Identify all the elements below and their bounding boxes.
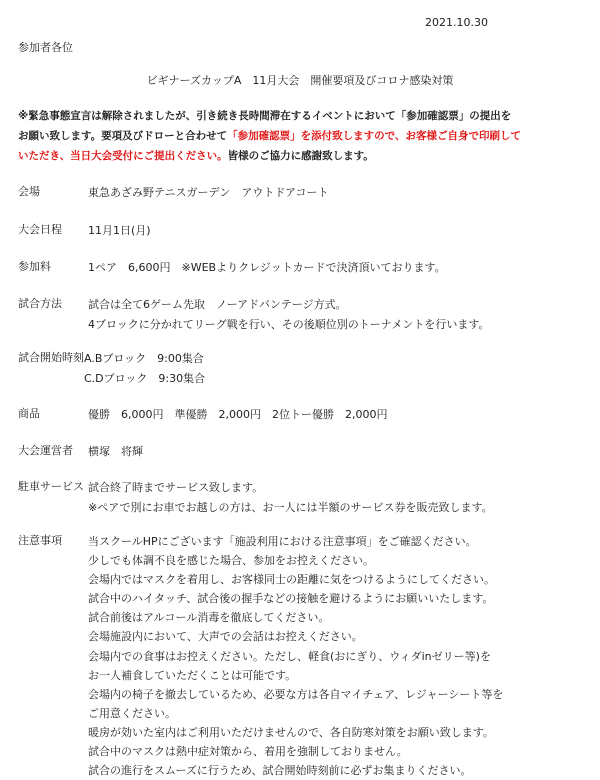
section-value: 1ペア 6,600円 ※WEBよりクレジットカードで決済頂いております。 bbox=[88, 261, 446, 274]
note-item: 会場内の椅子を撤去しているため、必要な方は各自マイチェア、レジャーシート等を bbox=[88, 687, 504, 701]
section-label: 会場 bbox=[18, 185, 40, 198]
notice-highlight: いただき、当日大会受付にご提出ください。 bbox=[18, 150, 228, 162]
section-line: 試合終了時までサービス致します。 bbox=[88, 481, 264, 494]
section-line: A.Bブロック 9:00集合 bbox=[84, 352, 204, 365]
section-value: 11月1日(月) bbox=[88, 224, 151, 237]
emergency-notice bbox=[18, 106, 588, 166]
note-item: ご用意ください。 bbox=[88, 706, 176, 720]
note-item: 試合中のマスクは熱中症対策から、着用を強制しておりません。 bbox=[88, 745, 408, 759]
note-item: お一人補食していただくことは可能です。 bbox=[88, 668, 297, 682]
notice-line-2 bbox=[18, 126, 588, 146]
section-label: 試合方法 bbox=[18, 297, 62, 310]
section-line: C.Dブロック 9:30集合 bbox=[84, 372, 206, 385]
notice-line-3 bbox=[18, 146, 588, 166]
note-item: 当スクールHPにございます「施設利用における注意事項」をご確認ください。 bbox=[88, 535, 477, 548]
note-item: 試合中のハイタッチ、試合後の握手などの接触を避けるようにお願いいたします。 bbox=[88, 592, 494, 606]
section-line: ※ペアで別にお車でお越しの方は、お一人には半額のサービス券を販売致します。 bbox=[88, 501, 493, 514]
section-label: 大会運営者 bbox=[18, 444, 73, 457]
section-value: 優勝 6,000円 準優勝 2,000円 2位トー優勝 2,000円 bbox=[88, 408, 388, 421]
document-title: ビギナーズカップA 11月大会 開催要項及びコロナ感染対策 bbox=[146, 74, 454, 87]
note-item: 少しでも体調不良を感じた場合、参加をお控えください。 bbox=[88, 554, 374, 568]
notice-line-1: ※緊急事態宣言は解除されましたが、引き続き長時間滞在するイベントにおいて「参加確認票」の提出を bbox=[18, 110, 512, 122]
notice-text: お願い致します。要項及びドローと合わせて bbox=[18, 130, 228, 142]
addressee: 参加者各位 bbox=[18, 41, 73, 54]
section-label: 駐車サービス bbox=[18, 480, 84, 493]
section-line: 試合は全て6ゲーム先取 ノーアドバンテージ方式。 bbox=[88, 298, 347, 311]
notice-highlight: 「参加確認票」を添付致しますので、お客様ご自身で印刷して bbox=[227, 130, 521, 142]
note-item: 暖房が効いた室内はご利用いただけませんので、各自防寒対策をお願い致します。 bbox=[88, 725, 494, 739]
section-value: 東急あざみ野テニスガーデン アウトドアコート bbox=[88, 186, 329, 199]
section-value bbox=[88, 532, 503, 780]
note-item: 試合前後はアルコール消毒を徹底してください。 bbox=[88, 611, 330, 625]
note-item: 会場施設内において、大声での会話はお控えください。 bbox=[88, 630, 363, 644]
note-item: 試合の進行をスムーズに行うため、試合開始時刻前に必ずお集まりください。 bbox=[88, 764, 472, 778]
section-label: 試合開始時刻 bbox=[18, 351, 84, 364]
note-item: 会場内ではマスクを着用し、お客様同士の距離に気をつけるようにしてください。 bbox=[88, 573, 495, 587]
section-label: 商品 bbox=[18, 407, 40, 420]
section-value bbox=[88, 295, 489, 335]
document-date: 2021.10.30 bbox=[425, 16, 488, 29]
note-item: 会場内での食事はお控えください。ただし、軽食(おにぎり、ウィダinゼリー等)を bbox=[88, 649, 491, 663]
section-value: 横塚 将輝 bbox=[88, 445, 143, 458]
section-label: 注意事項 bbox=[18, 534, 62, 547]
section-label: 大会日程 bbox=[18, 223, 62, 236]
section-value bbox=[84, 349, 205, 389]
section-value bbox=[88, 478, 493, 518]
section-line: 4ブロックに分かれてリーグ戦を行い、その後順位別のトーナメントを行います。 bbox=[88, 318, 490, 331]
section-label: 参加料 bbox=[18, 260, 51, 273]
notice-text: 皆様のご協力に感謝致します。 bbox=[227, 150, 374, 162]
